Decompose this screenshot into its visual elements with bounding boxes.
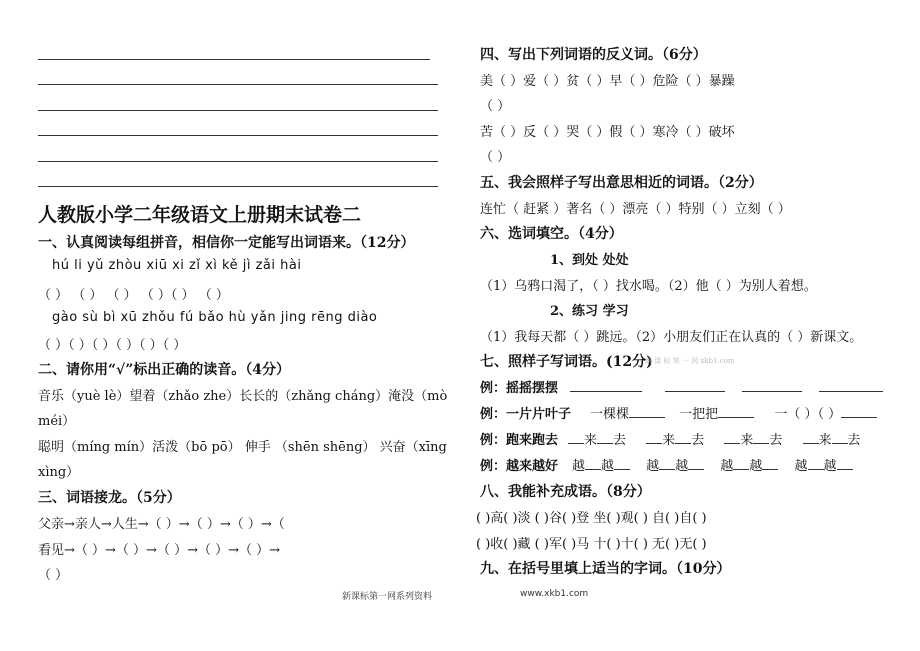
page-title: 人教版小学二年级语文上册期末试卷二: [38, 204, 362, 226]
answer-brackets-row-2[interactable]: （ ）（ ）（ ）（ ）（ ）（ ）: [38, 338, 187, 353]
synonym-line[interactable]: 连忙（ 赶紧 ）著名（ ）漂亮（ ）特别（ ）立刻（ ）: [480, 202, 791, 217]
writing-line: [38, 186, 438, 187]
blank[interactable]: [570, 380, 642, 392]
blank[interactable]: [724, 432, 740, 444]
watermark-text: 新 课 标 第 一 网 xkb1.com: [645, 357, 735, 365]
antonym-line[interactable]: （ ）: [480, 150, 511, 165]
answer-brackets-row-1[interactable]: （ ） （ ） （ ） （ ）（ ） （ ）: [38, 288, 229, 303]
blank[interactable]: [629, 406, 665, 418]
writing-line: [38, 135, 438, 136]
antonym-line[interactable]: 美（ ）爱（ ）贫（ ）早（ ）危险（ ）暴躁: [480, 74, 735, 89]
fixed-char: 去: [847, 433, 861, 448]
blank[interactable]: [675, 432, 691, 444]
writing-line: [38, 161, 438, 162]
blank[interactable]: [819, 380, 883, 392]
example-2-item: 一把把: [679, 407, 719, 422]
example-4-items[interactable]: [572, 455, 853, 474]
section-5-heading: 五、我会照样子写出意思相近的词语。（2分）: [480, 175, 763, 191]
example-1-label: 例：摇摇摆摆: [480, 381, 559, 396]
word-chain-line[interactable]: 父亲→亲人→人生→（ ）→（ ）→（ ）→（: [38, 517, 285, 532]
footer-source: 新课标第一网系列资料: [342, 592, 433, 602]
blank[interactable]: [837, 458, 853, 470]
section-8-heading: 八、我能补充成语。（8分）: [480, 484, 651, 500]
fixed-char: 越: [720, 459, 734, 474]
writing-line: [38, 59, 430, 60]
blank[interactable]: [614, 458, 630, 470]
fixed-char: 越: [601, 459, 615, 474]
fixed-char: 越: [794, 459, 808, 474]
word-choice-options-2: 2、练习 学习: [550, 304, 629, 319]
example-4-label: 例：越来越好: [480, 459, 559, 474]
blank[interactable]: [659, 458, 675, 470]
section-4-heading: 四、写出下列词语的反义词。（6分）: [480, 47, 707, 63]
blank[interactable]: [841, 406, 877, 418]
example-3-label: 例：跑来跑去: [480, 433, 559, 448]
blank[interactable]: [718, 406, 754, 418]
blank[interactable]: [568, 432, 584, 444]
antonym-line[interactable]: （ ）: [480, 99, 511, 114]
fixed-char: 来: [584, 433, 598, 448]
section-2-line[interactable]: méi）: [38, 414, 76, 429]
example-2-item: 一（ ）（ ）: [774, 407, 842, 422]
section-6-heading: 六、选词填空。（4分）: [480, 226, 623, 242]
blank[interactable]: [688, 458, 704, 470]
writing-line: [38, 84, 438, 85]
word-chain-line[interactable]: 看见→（ ）→（ ）→（ ）→（ ）→（ ）→: [38, 543, 281, 558]
section-2-line[interactable]: 聪明（míng mín）活泼（bō pō） 伸手 （shēn shēng） 兴奋（xīng: [38, 440, 447, 455]
fixed-char: 越: [749, 459, 763, 474]
blank[interactable]: [832, 432, 848, 444]
fixed-char: 越: [675, 459, 689, 474]
blank[interactable]: [665, 380, 725, 392]
word-chain-line[interactable]: （ ）: [38, 568, 69, 583]
blank[interactable]: [585, 458, 601, 470]
writing-line: [38, 110, 438, 111]
pinyin-row-2: gào sù bì xū zhǒu fú bǎo hù yǎn jing rēng diào: [52, 310, 378, 325]
blank[interactable]: [597, 432, 613, 444]
blank[interactable]: [762, 458, 778, 470]
word-choice-options-1: 1、到处 处处: [550, 253, 629, 268]
blank[interactable]: [753, 432, 769, 444]
fixed-char: 去: [691, 433, 705, 448]
blank[interactable]: [808, 458, 824, 470]
blank[interactable]: [742, 380, 802, 392]
section-2-line[interactable]: xìng）: [38, 465, 80, 480]
fixed-char: 去: [769, 433, 783, 448]
fixed-char: 越: [646, 459, 660, 474]
section-2-heading: 二、请你用“√”标出正确的读音。（4分）: [38, 362, 291, 378]
idiom-line[interactable]: ( )高( )淡 ( )谷( )登 坐( )观( ) 自( )自( ): [476, 511, 707, 526]
example-3-items[interactable]: [568, 429, 861, 448]
fixed-char: 来: [740, 433, 754, 448]
example-2-items[interactable]: [590, 403, 877, 422]
fill-blank-line[interactable]: （1）我每天都（ ）跳远。（2）小朋友们正在认真的（ ）新课文。: [480, 330, 863, 345]
example-2-label: 例：一片片叶子: [480, 407, 572, 422]
example-1-blanks[interactable]: [570, 377, 883, 396]
fixed-char: 越: [823, 459, 837, 474]
blank[interactable]: [646, 432, 662, 444]
blank[interactable]: [803, 432, 819, 444]
fixed-char: 来: [818, 433, 832, 448]
fixed-char: 来: [662, 433, 676, 448]
section-1-heading: 一、认真阅读每组拼音，相信你一定能写出词语来。（12分）: [38, 235, 415, 251]
fill-blank-line[interactable]: （1）乌鸦口渴了，（ ）找水喝。（2）他（ ）为别人着想。: [480, 279, 817, 294]
antonym-line[interactable]: 苦（ ）反（ ）哭（ ）假（ ）寒冷（ ）破坏: [480, 125, 735, 140]
idiom-line[interactable]: ( )收( )藏 ( )军( )马 十( )十( ) 无( )无( ): [476, 537, 707, 552]
section-9-heading: 九、在括号里填上适当的字词。（10分）: [480, 561, 731, 577]
example-2-item: 一棵棵: [590, 407, 630, 422]
section-7-heading: 七、照样子写词语。(12分): [480, 354, 653, 370]
section-2-line[interactable]: 音乐（yuè lè）望着（zhǎo zhe）长长的（zhǎng cháng）淹没（mò: [38, 389, 448, 404]
fixed-char: 越: [572, 459, 586, 474]
fixed-char: 去: [613, 433, 627, 448]
pinyin-row-1: hú li yǔ zhòu xiū xi zǐ xì kě jì zǎi hài: [52, 258, 302, 273]
section-3-heading: 三、词语接龙。（5分）: [38, 490, 181, 506]
blank[interactable]: [733, 458, 749, 470]
footer-url[interactable]: www.xkb1.com: [520, 589, 589, 599]
